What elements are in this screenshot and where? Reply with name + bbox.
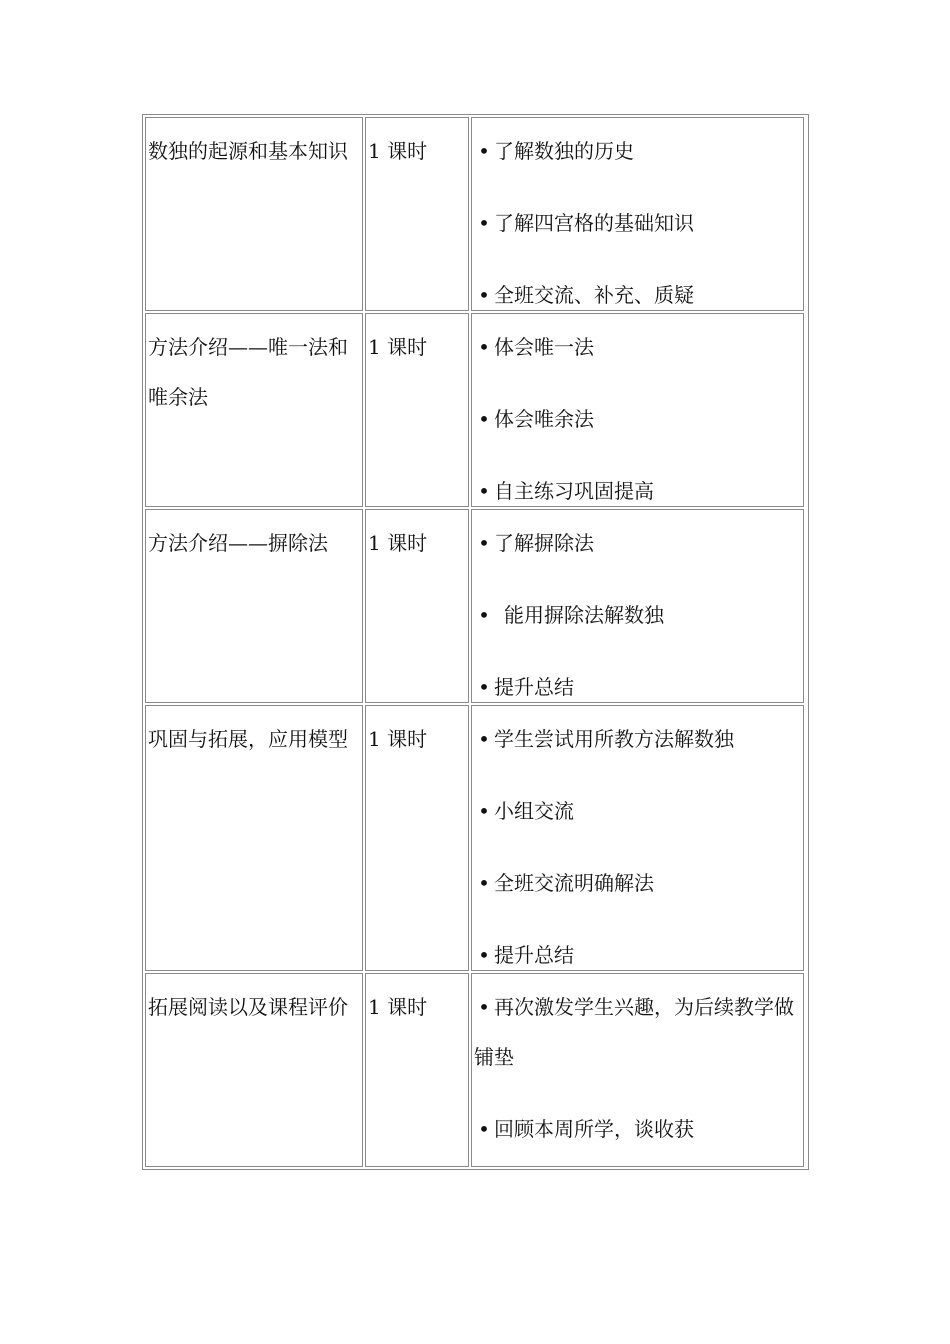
table-row <box>144 972 807 1168</box>
bullet-icon: • <box>478 603 490 627</box>
bullet-icon: • <box>478 799 490 823</box>
bullet-icon: • <box>478 943 490 967</box>
hours-cell <box>365 313 469 507</box>
bullet-icon: • <box>478 139 490 163</box>
bullet-icon: • <box>478 407 490 431</box>
activity-item: • 全班交流、补充、质疑 <box>474 270 803 311</box>
activity-item: • 体会唯余法 <box>474 394 803 444</box>
hours-text: 1 课时 <box>368 531 428 555</box>
hours-text: 1 课时 <box>368 727 428 751</box>
activity-item: • 全班交流明确解法 <box>474 858 803 908</box>
hours-text: 1 课时 <box>368 995 428 1019</box>
hours-text: 1 课时 <box>368 335 428 359</box>
bullet-icon: • <box>478 727 490 751</box>
topic-cell <box>145 509 363 703</box>
topic-cell <box>145 313 363 507</box>
lesson-schedule-table <box>142 114 809 1170</box>
activity-item: • 提升总结 <box>474 662 803 703</box>
activities-cell <box>471 117 804 311</box>
topic-cell <box>145 705 363 971</box>
activity-item: • 提升总结 <box>474 930 803 971</box>
activities-cell <box>471 973 804 1167</box>
activity-item: • 能用摒除法解数独 <box>474 590 803 640</box>
activity-item: • 了解摒除法 <box>474 518 803 568</box>
activity-item: • 小组交流 <box>474 786 803 836</box>
activities-cell <box>471 705 804 971</box>
activity-item: • 体会唯一法 <box>474 322 803 372</box>
table-row <box>144 704 807 972</box>
topic-cell <box>145 117 363 311</box>
bullet-icon: • <box>478 479 490 503</box>
activity-item: • 了解数独的历史 <box>474 126 803 176</box>
bullet-icon: • <box>478 335 490 359</box>
activity-item: • 了解四宫格的基础知识 <box>474 198 803 248</box>
table-row <box>144 508 807 704</box>
activity-item: • 回顾本周所学，谈收获 <box>474 1104 803 1154</box>
table-row <box>144 116 807 312</box>
hours-cell <box>365 973 469 1167</box>
activities-cell <box>471 509 804 703</box>
activity-item: • 学生尝试用所教方法解数独 <box>474 714 803 764</box>
bullet-icon: • <box>478 995 490 1019</box>
topic-cell <box>145 973 363 1167</box>
activities-cell <box>471 313 804 507</box>
activity-item: • 再次激发学生兴趣，为后续教学做铺垫 <box>474 982 803 1082</box>
topic-text: 方法介绍——摒除法 <box>148 531 328 555</box>
bullet-icon: • <box>478 871 490 895</box>
bullet-icon: • <box>478 531 490 555</box>
hours-cell <box>365 117 469 311</box>
hours-cell <box>365 509 469 703</box>
topic-text: 巩固与拓展，应用模型 <box>148 727 348 751</box>
bullet-icon: • <box>478 1117 490 1141</box>
bullet-icon: • <box>478 211 490 235</box>
activity-item: • 自主练习巩固提高 <box>474 466 803 507</box>
topic-text: 方法介绍——唯一法和唯余法 <box>148 335 348 409</box>
topic-text: 数独的起源和基本知识 <box>148 139 348 163</box>
hours-cell <box>365 705 469 971</box>
bullet-icon: • <box>478 283 490 307</box>
hours-text: 1 课时 <box>368 139 428 163</box>
topic-text: 拓展阅读以及课程评价 <box>148 995 348 1019</box>
bullet-icon: • <box>478 675 490 699</box>
table-row <box>144 312 807 508</box>
